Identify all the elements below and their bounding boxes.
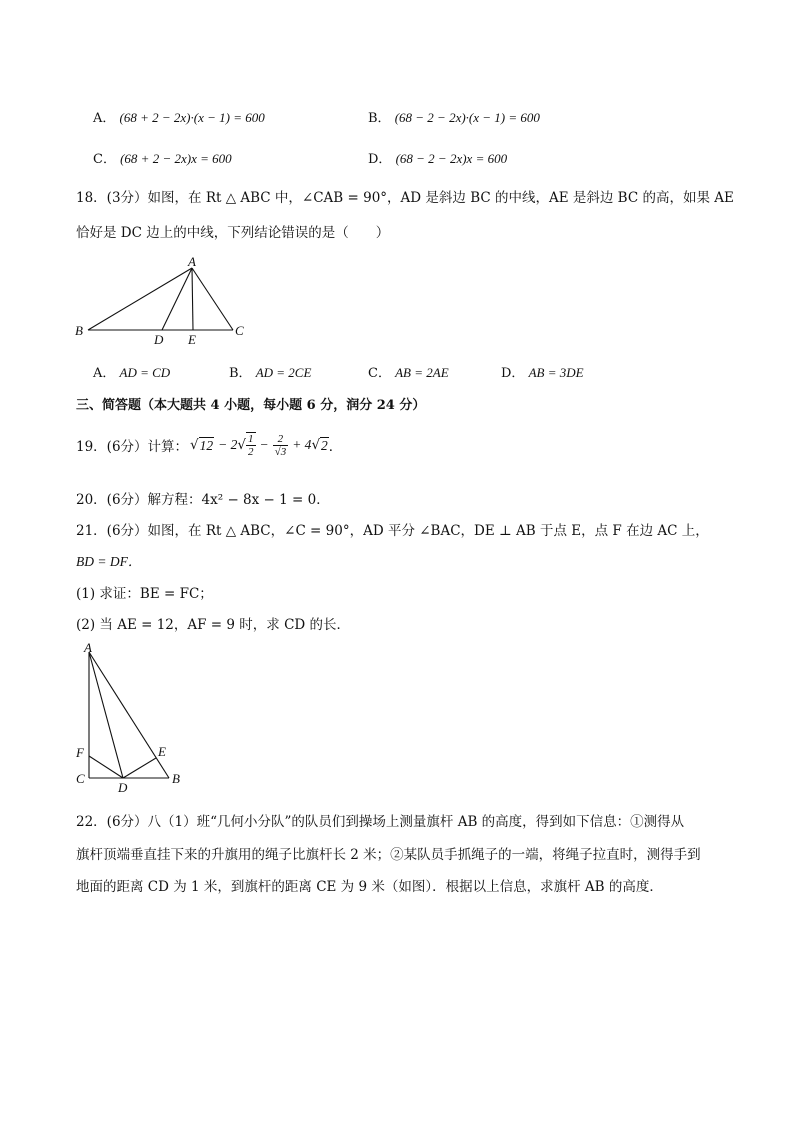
fraction-denominator: 2 <box>248 446 254 458</box>
section-heading: 三、简答题（本大题共 4 小题，每小题 6 分，润分 24 分） <box>76 398 426 413</box>
segment-ac <box>192 268 233 330</box>
q19-fraction-2 <box>273 433 289 458</box>
fraction-denominator: √3 <box>274 445 287 458</box>
q19-term1: 12 <box>199 437 214 453</box>
q17-option-d <box>368 148 507 167</box>
q19-term2: − 2 <box>218 437 238 452</box>
q22-stem-line3: 地面的距离 CD 为 1 米，到旗杆的距离 CE 为 9 米（如图）．根据以上信息，求旗杆 AB 的高度． <box>76 879 663 895</box>
q21-stem-line2: BD = DF． <box>76 554 142 569</box>
option-label: B． <box>368 111 391 126</box>
sqrt-symbol: √ <box>311 437 321 453</box>
segment-de <box>123 758 156 778</box>
q17-option-a <box>93 107 265 126</box>
point-label-d: D <box>154 332 164 347</box>
q21-part2: (2) 当 AE = 12，AF = 9 时，求 CD 的长． <box>76 617 351 633</box>
q17-option-c <box>93 148 232 167</box>
q21-part1: (1) 求证：BE = FC； <box>76 586 213 602</box>
q22-stem-line2: 旗杆顶端垂直挂下来的升旗用的绳子比旗杆长 2 米；②某队员手抓绳子的一端，将绳子拉直时，测得手到 <box>76 847 701 863</box>
option-expr: (68 − 2 − 2x)x = 600 <box>395 151 508 166</box>
q18-figure <box>70 255 260 350</box>
sqrt-symbol: √ <box>190 437 199 453</box>
q20-line: 20．(6分）解方程：4x² − 8x − 1 = 0． <box>76 492 330 508</box>
q18-option-c <box>368 362 449 381</box>
point-label-f: F <box>76 745 84 760</box>
q19-fraction-1 <box>246 432 256 458</box>
segment-ab <box>89 652 169 778</box>
fraction-numerator: 1 <box>248 433 254 445</box>
q18-stem-line2: 恰好是 DC 边上的中线，下列结论错误的是（ ） <box>76 225 390 241</box>
segment-ae <box>192 268 193 330</box>
sqrt-symbol: √ <box>237 437 247 453</box>
fraction-numerator: 2 <box>273 433 289 446</box>
option-expr: AD = 2CE <box>255 365 312 380</box>
option-expr: (68 + 2 − 2x)x = 600 <box>120 151 232 166</box>
point-label-d: D <box>118 780 128 795</box>
q19-line <box>76 432 342 458</box>
option-label: A． <box>93 366 116 381</box>
point-label-c: C <box>76 771 85 786</box>
q18-option-b <box>229 362 311 381</box>
option-label: C． <box>93 152 116 167</box>
option-label: C． <box>368 366 391 381</box>
q22-stem-line1: 22．(6分）八（1）班“几何小分队”的队员们到操场上测量旗杆 AB 的高度，得到如下信息：①测得从 <box>76 814 685 830</box>
q19-end: ． <box>328 439 343 455</box>
option-label: B． <box>229 366 252 381</box>
point-label-b: B <box>172 771 180 786</box>
option-label: D． <box>368 152 392 167</box>
q19-prefix: 19．(6分）计算： <box>76 439 189 455</box>
q19-term5: 2 <box>321 437 328 453</box>
option-expr: (68 − 2 − 2x)·(x − 1) = 600 <box>394 110 540 125</box>
option-expr: AB = 3DE <box>528 365 584 380</box>
q18-option-a <box>93 362 170 381</box>
point-label-c: C <box>235 323 244 338</box>
point-label-a: A <box>188 255 196 269</box>
point-label-e: E <box>158 744 166 759</box>
q18-option-d <box>501 362 584 381</box>
option-label: A． <box>93 111 116 126</box>
q18-stem-line1: 18．(3分）如图，在 Rt △ ABC 中，∠CAB = 90°，AD 是斜边 BC 的中线，AE 是斜边 BC 的高，如果 AE <box>76 190 734 206</box>
q17-option-b <box>368 107 540 126</box>
option-expr: AB = 2AE <box>395 365 449 380</box>
point-label-a: A <box>84 640 92 655</box>
option-label: D． <box>501 366 525 381</box>
option-expr: AD = CD <box>119 365 171 380</box>
q21-figure <box>70 640 195 795</box>
q19-term4: + 4 <box>292 437 312 452</box>
point-label-b: B <box>75 323 83 338</box>
q21-stem-line1: 21．(6分）如图，在 Rt △ ABC，∠C = 90°，AD 平分 ∠BAC，DE ⊥ AB 于点 E，点 F 在边 AC 上， <box>76 523 709 539</box>
point-label-e: E <box>188 332 196 347</box>
option-expr: (68 + 2 − 2x)·(x − 1) = 600 <box>119 110 265 125</box>
q19-term3: − <box>259 437 269 452</box>
